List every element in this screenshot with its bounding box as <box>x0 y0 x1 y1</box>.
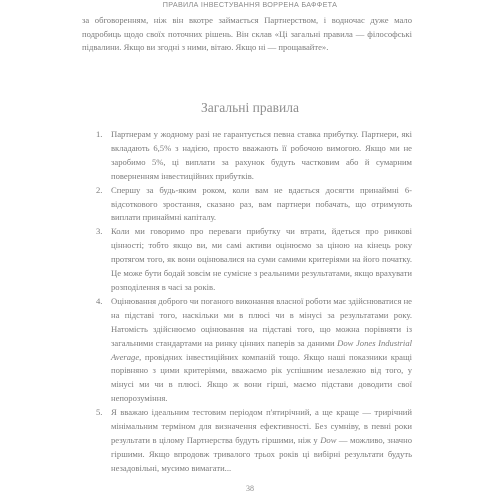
rule-text-part: Оцінювання доброго чи поганого виконання власної роботи має здійснюватися не на підставі того, наскільки ми в плюсі чи в мінусі за результатами року. Натомість здійснюємо оцінювання на підставі того, що можна порівняти із загальними стандартами на ринку цінних паперів за даними <box>111 295 412 348</box>
rule-number: 2. <box>96 184 103 195</box>
rule-text <box>111 407 412 473</box>
rule-item <box>90 225 412 295</box>
rule-number: 3. <box>96 226 103 237</box>
rule-number: 5. <box>96 407 103 418</box>
rule-text: Коли ми говоримо про переваги прибутку чи втрати, йдеться про ринкові цінності; тобто якщо ви, ми самі активи оцінюємо за ціною на кінець року протягом того, як вони оцінювалися на суми самими критеріями на його початку. Це може бути бодай зовсім не сумісне з реальними результатами, якщо врахувати розподілення в часі за років. <box>111 226 412 292</box>
rule-text: Партнерам у жодному разі не гарантується певна ставка прибутку. Партнери, які вкладають 6,5% з надією, просто вважають її робочою вимогою. Якщо ми не заробимо 5%, ці виплати за рахунок будуть частковим або й сумарним поверненням інвестиційних прибутків. <box>111 129 412 181</box>
rule-text-part: , провідних інвестиційних компаній тощо. Якщо наші показники кращі порівняно з цими критеріями, вважаємо рік успішним незалежно від того, у мінусі ми чи в плюсі. Якщо ж вони гірші, маємо підстави доводити свої непорозуміння. <box>111 351 412 404</box>
index-name: Dow Jones Industrial Average <box>111 337 412 362</box>
rule-text-part: — можливо, значно гіршими. Якщо впродовж тривалого трьох років ці вибірні результати будуть незадовільні, мусимо вимагати... <box>111 434 412 473</box>
rule-text <box>111 296 412 403</box>
rule-number: 1. <box>96 129 103 139</box>
section-title: Загальні правила <box>201 100 299 115</box>
index-name: Dow <box>320 434 337 445</box>
page-number: 38 <box>246 484 254 493</box>
rule-text: Спершу за будь-яким роком, коли вам не вдається досягти принаймні 6-відсоткового зростання, сказано раз, вам партнери побачать, що отримують виплати принаймні капіталу. <box>111 184 412 223</box>
rule-item <box>90 406 412 476</box>
rules-list <box>90 128 412 476</box>
rule-item <box>90 184 412 226</box>
rule-item <box>90 295 412 406</box>
running-head: ПРАВИЛА ІНВЕСТУВАННЯ ВОРРЕНА БАФФЕТА <box>162 0 338 9</box>
intro-paragraph: за обговоренням, ніж він вкотре займається Партнерством, і водночас дуже мало подробиць щодо своїх поточних рішень. Він склав «Ці загальні правила — філософські підвалини. Якщо ви згодні з ними, вітаю. Якщо ні — прощавайте». <box>82 15 412 53</box>
rule-item <box>90 128 412 184</box>
rule-text-part: Я вважаю ідеальним тестовим періодом п'ятирічний, а ще краще — трирічний мінімальним терміном для визначення ефективності. Без сумніву, в певні роки результати в цілому Партнерства будуть гіршими, ніж у <box>111 407 412 445</box>
rule-number: 4. <box>96 295 103 306</box>
